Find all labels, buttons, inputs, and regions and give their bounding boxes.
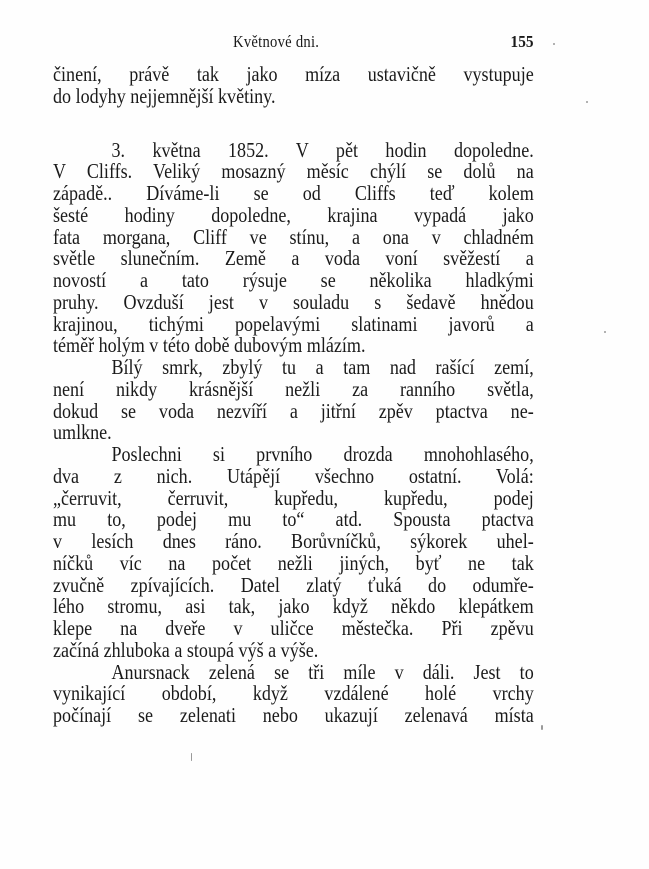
running-title: Květnové dni. [233,32,320,51]
text-line: činení, právě tak jako míza ustavičně vystupuje [53,62,534,86]
text-line: umlkne. [53,420,112,445]
scan-speck [191,753,192,761]
text-line: začíná zhluboka a stoupá výš a výše. [53,637,319,662]
text-line: mu to, podej mu to“ atd. Spousta ptactva [53,507,534,532]
text-line: světle slunečním. Země a voda voní svěžestí a [53,246,534,271]
text-line: počínají se zelenati nebo ukazují zelenavá místa [53,703,534,727]
text-line: není nikdy krásnější nežli za ranního světla, [53,376,534,401]
scan-speck [586,101,588,103]
paragraph-continuation [53,64,534,108]
body-text [53,64,534,727]
text-line: novostí a tato rýsuje se několika hladkými [53,268,534,292]
text-line: Bílý smrk, zbylý tu a tam nad rašící zemí, [111,355,534,379]
text-line: šesté hodiny dopoledne, krajina vypadá jako [53,202,534,227]
text-line: dokud se voda nezvíří a jitřní zpěv ptactva ne- [53,398,534,423]
paragraph-thrush [53,444,534,662]
text-line: klepe na dveře v uličce městečka. Při zpěvu [53,616,534,640]
running-head [53,31,535,53]
paragraph-white-spruce [53,357,534,444]
text-line: zvučně zpívajících. Datel zlatý ťuká do odumře- [53,572,534,597]
page-number: 155 [510,32,533,51]
scan-speck [553,43,555,45]
paragraph-anursnack [53,659,534,727]
text-line: 3. května 1852. V pět hodin dopoledne. [111,137,534,162]
text-line: západě.. Díváme-li se od Cliffs teď kolem [53,181,534,205]
text-line: krajinou, tichými popelavými slatinami javorů a [53,311,534,336]
text-line: dva z nich. Utápějí všechno ostatní. Volá: [53,463,534,488]
text-line: fata morgana, Cliff ve stínu, a ona v chladném [53,224,534,249]
text-line: Poslechni si prvního drozda mnohohlasého, [111,442,534,466]
text-line: lého stromu, asi tak, jako když někdo klepátkem [53,594,534,619]
scan-speck [604,331,606,333]
text-line: vynikající období, když vzdálené holé vrchy [53,681,534,706]
text-line: Anursnack zelená se tři míle v dáli. Jest to [111,659,534,684]
text-line: téměř holým v této době dubovým mlázím. [53,333,366,358]
scan-speck [541,725,543,730]
text-line: „čerruvit, čerruvit, kupředu, kupředu, podej [53,485,534,510]
section-gap [53,108,534,140]
text-line: níčků víc na počet nežli jiných, byť ne tak [53,550,534,575]
text-line: do lodyhy nejjemnější květiny. [53,83,276,108]
text-line: pruhy. Ovzduší jest v souladu s šedavě hnědou [53,289,534,314]
text-line: v lesích dnes ráno. Borůvníčků, sýkorek uhel- [53,529,534,553]
text-line: V Cliffs. Veliký mosazný měsíc chýlí se dolů na [53,159,534,184]
paragraph-diary-entry [53,137,534,358]
